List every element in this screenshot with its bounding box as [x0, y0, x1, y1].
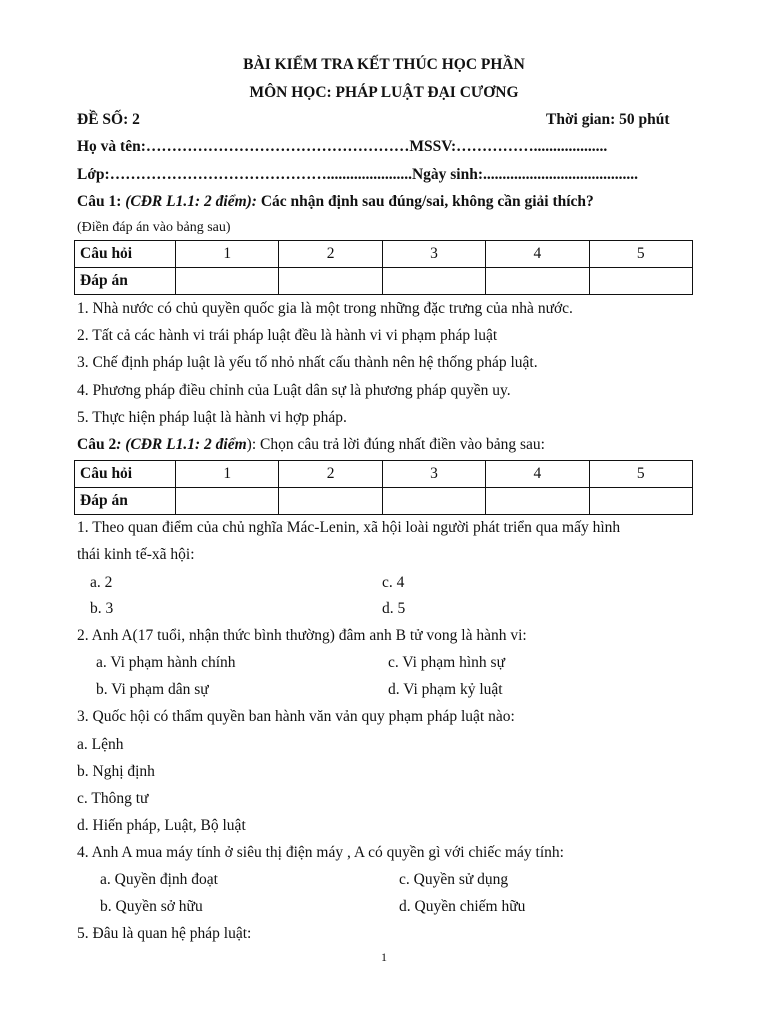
q2-cdr: : (CĐR L1.1: 2 điểm: [116, 436, 247, 453]
q1-statement-5: 5. Thực hiện pháp luật là hành vi hợp pháp.: [77, 409, 347, 426]
q1-label: Câu 1:: [77, 193, 122, 210]
q2-item2-stem: 2. Anh A(17 tuổi, nhận thức bình thường) đâm anh B tử vong là hành vi:: [77, 627, 527, 644]
q2-item5-stem: 5. Đâu là quan hệ pháp luật:: [77, 925, 252, 942]
q2-answer-table: [74, 460, 693, 515]
page-number: 1: [381, 950, 387, 964]
q2-table-answer-row: [75, 488, 693, 515]
q1-row-label-answer: Đáp án: [75, 268, 176, 295]
q2-answer-cell-4[interactable]: [486, 488, 589, 515]
name-mssv-line: Họ và tên:……………………………………………MSSV:……………...................: [77, 138, 608, 155]
q2-item4-option-b: b. Quyền sở hữu: [100, 898, 203, 915]
q2-item3-option-c: c. Thông tư: [77, 790, 149, 807]
q1-statement-1: 1. Nhà nước có chủ quyền quốc gia là một trong những đặc trưng của nhà nước.: [77, 300, 573, 317]
q1-col-2: 2: [279, 241, 382, 268]
q2-item3-option-b: b. Nghị định: [77, 763, 155, 780]
q2-item1-option-a: a. 2: [90, 574, 113, 591]
q2-answer-cell-2[interactable]: [279, 488, 382, 515]
q2-item4-stem: 4. Anh A mua máy tính ở siêu thị điện máy , A có quyền gì với chiếc máy tính:: [77, 844, 564, 861]
q1-statement-2: 2. Tất cả các hành vi trái pháp luật đều là hành vi vi phạm pháp luật: [77, 327, 498, 344]
q1-heading: [77, 193, 594, 211]
q1-col-5: 5: [589, 241, 692, 268]
q1-answer-cell-5[interactable]: [589, 268, 692, 295]
q2-item3-option-d: d. Hiến pháp, Luật, Bộ luật: [77, 817, 246, 834]
q2-col-5: 5: [589, 461, 692, 488]
q2-item3-option-a: a. Lệnh: [77, 736, 124, 753]
q2-item1-stem-line1: 1. Theo quan điểm của chủ nghĩa Mác-Lenin, xã hội loài người phát triển qua mấy hình: [77, 519, 621, 536]
q2-item1-stem-line2: thái kinh tế-xã hội:: [77, 546, 195, 563]
q1-statement-3: 3. Chế định pháp luật là yếu tố nhỏ nhất cấu thành nên hệ thống pháp luật.: [77, 354, 538, 371]
q1-statement-4: 4. Phương pháp điều chỉnh của Luật dân sự là phương pháp quyền uy.: [77, 382, 511, 399]
q2-item2-option-d: d. Vi phạm kỷ luật: [388, 681, 503, 698]
q2-heading: [77, 436, 545, 454]
q2-item4-option-a: a. Quyền định đoạt: [100, 871, 218, 888]
q2-item1-option-c: c. 4: [382, 574, 405, 591]
q2-answer-cell-5[interactable]: [589, 488, 692, 515]
class-dob-line: Lớp:……………………………………......................Ngày sinh:........................................: [77, 166, 639, 183]
q1-answer-cell-3[interactable]: [382, 268, 485, 295]
q2-answer-cell-1[interactable]: [176, 488, 279, 515]
q1-table-header-row: [75, 241, 693, 268]
q2-col-1: 1: [176, 461, 279, 488]
q2-row-label-question: Câu hỏi: [75, 461, 176, 488]
q2-item4-option-c: c. Quyền sử dụng: [399, 871, 509, 888]
q1-answer-table: [74, 240, 693, 295]
q2-col-3: 3: [382, 461, 485, 488]
q2-row-label-answer: Đáp án: [75, 488, 176, 515]
q1-prompt: Các nhận định sau đúng/sai, không cần giải thích?: [260, 193, 594, 210]
exam-number: ĐỀ SỐ: 2: [77, 111, 140, 128]
q2-item1-option-d: d. 5: [382, 600, 406, 617]
exam-title: BÀI KIỂM TRA KẾT THÚC HỌC PHẦN: [243, 56, 525, 73]
q2-item2-option-c: c. Vi phạm hình sự: [388, 654, 505, 671]
q1-table-answer-row: [75, 268, 693, 295]
q2-item3-stem: 3. Quốc hội có thẩm quyền ban hành văn vản quy phạm pháp luật nào:: [77, 708, 515, 725]
q1-col-1: 1: [176, 241, 279, 268]
q2-item1-option-b: b. 3: [90, 600, 114, 617]
q1-row-label-question: Câu hỏi: [75, 241, 176, 268]
q2-col-2: 2: [279, 461, 382, 488]
q2-prompt: ): Chọn câu trả lời đúng nhất điền vào bảng sau:: [246, 436, 545, 453]
q2-table-header-row: [75, 461, 693, 488]
q2-item2-option-b: b. Vi phạm dân sự: [96, 681, 209, 698]
q1-cdr: (CĐR L1.1: 2 điểm):: [125, 193, 257, 210]
q2-col-4: 4: [486, 461, 589, 488]
q1-note: (Điền đáp án vào bảng sau): [77, 220, 231, 235]
q2-item2-option-a: a. Vi phạm hành chính: [96, 654, 236, 671]
q1-answer-cell-1[interactable]: [176, 268, 279, 295]
subject-title: MÔN HỌC: PHÁP LUẬT ĐẠI CƯƠNG: [249, 84, 519, 101]
q2-label: Câu 2: [77, 436, 117, 453]
q1-col-3: 3: [382, 241, 485, 268]
q1-col-4: 4: [486, 241, 589, 268]
q1-answer-cell-4[interactable]: [486, 268, 589, 295]
q1-answer-cell-2[interactable]: [279, 268, 382, 295]
exam-time: Thời gian: 50 phút: [546, 111, 670, 128]
q2-answer-cell-3[interactable]: [382, 488, 485, 515]
q2-item4-option-d: d. Quyền chiếm hữu: [399, 898, 526, 915]
